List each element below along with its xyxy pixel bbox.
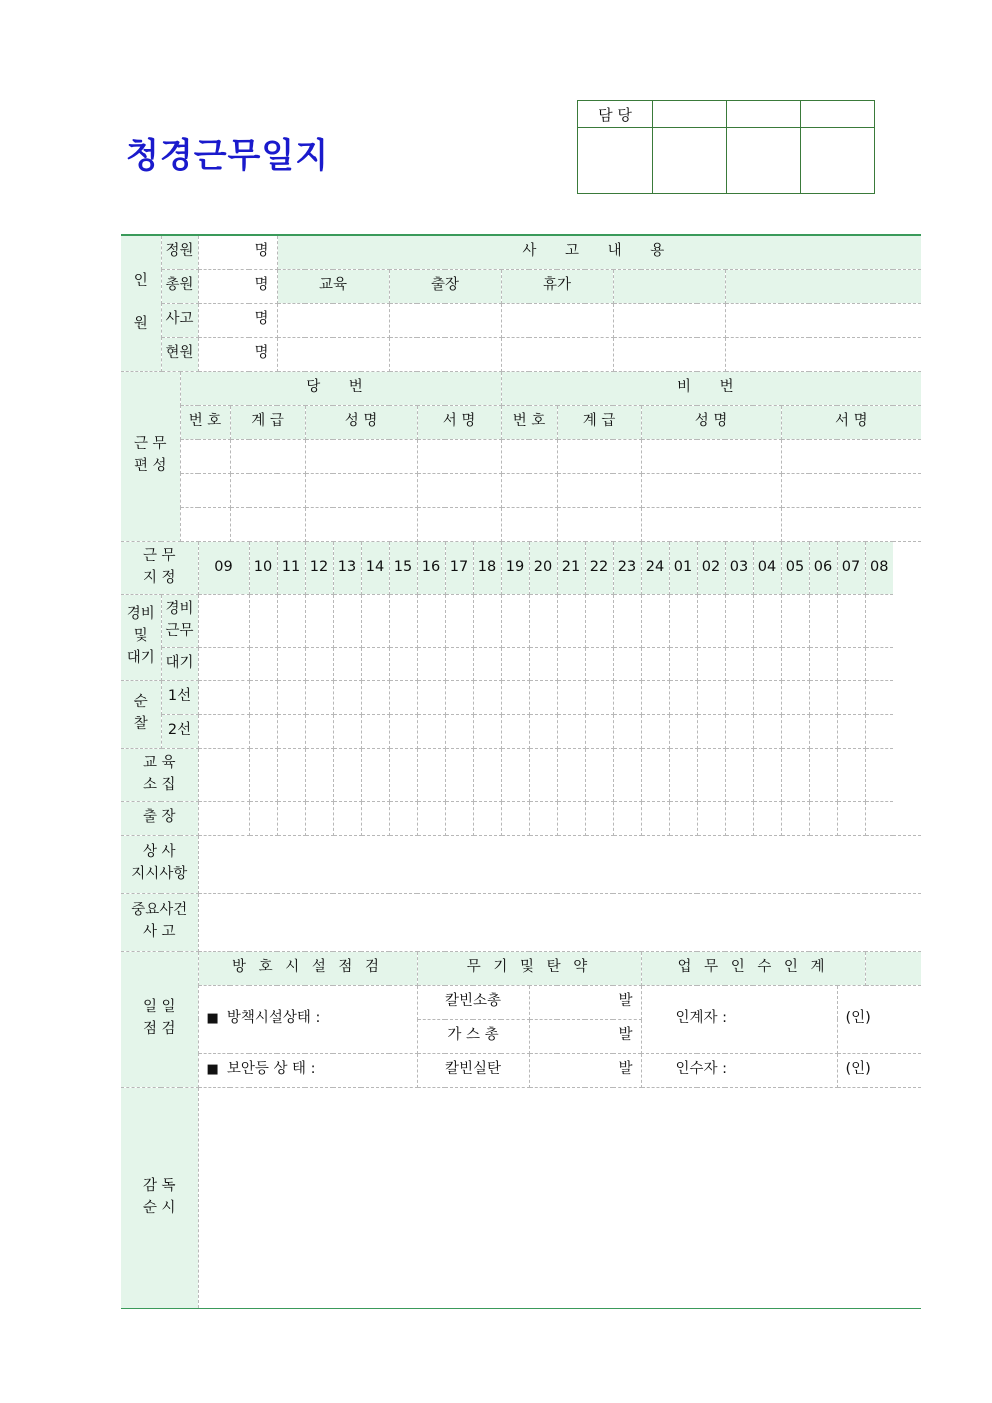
approval-label: 담 당 — [578, 101, 653, 128]
schedule-cell[interactable] — [417, 680, 445, 714]
personnel-label-text: 인 원 — [133, 272, 148, 333]
approval-header-cell — [727, 101, 801, 128]
roster-cell[interactable] — [781, 439, 921, 473]
schedule-cell[interactable] — [529, 647, 557, 680]
schedule-cell[interactable] — [641, 680, 669, 714]
schedule-cell[interactable] — [697, 748, 725, 801]
schedule-cell[interactable] — [501, 647, 529, 680]
roster-cell[interactable] — [641, 507, 781, 541]
schedule-cell[interactable] — [725, 594, 753, 647]
square-bullet-icon: ■ — [206, 1062, 219, 1078]
schedule-cell[interactable] — [641, 748, 669, 801]
guard-work-label-text: 경비 근무 — [165, 600, 194, 639]
schedule-cell[interactable] — [753, 714, 781, 748]
col-number: 번 호 — [501, 405, 557, 439]
schedule-cell[interactable] — [305, 714, 333, 748]
schedule-cell[interactable] — [865, 801, 893, 835]
incident-cell[interactable] — [389, 337, 501, 371]
schedule-cell[interactable] — [557, 748, 585, 801]
schedule-cell[interactable] — [837, 594, 865, 647]
standby-label: 대기 — [161, 647, 198, 680]
handover-giver[interactable] — [641, 985, 837, 1053]
schedule-cell[interactable] — [277, 647, 305, 680]
duty-roster-label-text: 근 무 편 성 — [133, 436, 167, 474]
incident-cell[interactable] — [277, 303, 389, 337]
col-sign: 서 명 — [417, 405, 501, 439]
trip-label: 출 장 — [121, 801, 198, 835]
roster-cell[interactable] — [417, 439, 501, 473]
facility-header-text: 방 호 시 설 점 검 — [231, 959, 384, 976]
schedule-cell[interactable] — [417, 714, 445, 748]
schedule-cell[interactable] — [445, 647, 473, 680]
schedule-cell[interactable] — [445, 714, 473, 748]
schedule-cell[interactable] — [501, 594, 529, 647]
roster-cell[interactable] — [417, 473, 501, 507]
off-duty-header — [501, 371, 921, 405]
incident-cell[interactable] — [501, 337, 613, 371]
handover-receiver-text: 인수자 : — [675, 1061, 728, 1078]
approval-header-cell — [801, 101, 875, 128]
roster-cell[interactable] — [417, 507, 501, 541]
hour-header: 03 — [725, 541, 753, 594]
roster-cell[interactable] — [180, 439, 230, 473]
schedule-cell[interactable] — [641, 801, 669, 835]
incident-cell[interactable] — [613, 303, 725, 337]
schedule-cell[interactable] — [753, 647, 781, 680]
approval-signature-cell[interactable] — [578, 128, 653, 194]
schedule-cell[interactable] — [198, 680, 249, 714]
hour-header: 19 — [501, 541, 529, 594]
handover-header-text: 업 무 인 수 인 계 — [677, 959, 829, 976]
schedule-cell[interactable] — [837, 680, 865, 714]
incident-header-text: 사 고 내 용 — [522, 243, 677, 260]
instructions-field[interactable] — [198, 835, 921, 893]
incident-cell[interactable] — [277, 337, 389, 371]
schedule-cell[interactable] — [445, 748, 473, 801]
approval-header-cell — [653, 101, 727, 128]
roster-cell[interactable] — [230, 439, 305, 473]
seal-text: (인) — [845, 1061, 871, 1078]
handover-header — [641, 951, 865, 985]
schedule-cell[interactable] — [725, 748, 753, 801]
duty-roster-label — [121, 371, 180, 541]
hour-header: 11 — [277, 541, 305, 594]
hour-header: 20 — [529, 541, 557, 594]
personnel-count-cell[interactable]: 명 — [198, 303, 277, 337]
schedule-cell[interactable] — [305, 748, 333, 801]
schedule-cell[interactable] — [473, 680, 501, 714]
schedule-cell[interactable] — [333, 801, 361, 835]
schedule-cell[interactable] — [669, 680, 697, 714]
schedule-cell[interactable] — [809, 801, 837, 835]
schedule-cell[interactable] — [305, 680, 333, 714]
roster-cell[interactable] — [501, 439, 557, 473]
weapon-name: 가 스 총 — [417, 1019, 529, 1053]
weapon-count[interactable]: 발 — [529, 985, 641, 1019]
approval-signature-cell[interactable] — [801, 128, 875, 194]
roster-cell[interactable] — [557, 473, 641, 507]
schedule-cell[interactable] — [305, 647, 333, 680]
supervision-field[interactable] — [198, 1087, 921, 1308]
schedule-cell[interactable] — [277, 714, 305, 748]
personnel-row-label: 정원 — [161, 235, 198, 269]
schedule-cell[interactable] — [389, 801, 417, 835]
schedule-cell[interactable] — [837, 714, 865, 748]
guard-standby-label — [121, 594, 161, 680]
incidents-field[interactable] — [198, 893, 921, 951]
incidents-label — [121, 893, 198, 951]
schedule-cell[interactable] — [585, 647, 613, 680]
col-number: 번 호 — [180, 405, 230, 439]
hour-header: 23 — [613, 541, 641, 594]
schedule-cell[interactable] — [361, 801, 389, 835]
roster-cell[interactable] — [180, 473, 230, 507]
schedule-cell[interactable] — [585, 801, 613, 835]
patrol-label — [121, 680, 161, 748]
personnel-count-cell[interactable]: 명 — [198, 337, 277, 371]
on-duty-header-text: 당 번 — [306, 379, 375, 396]
personnel-row-label: 총원 — [161, 269, 198, 303]
hour-header: 04 — [753, 541, 781, 594]
hour-header: 14 — [361, 541, 389, 594]
approval-signature-cell[interactable] — [727, 128, 801, 194]
hour-header: 12 — [305, 541, 333, 594]
facility-fence-status[interactable] — [198, 985, 417, 1053]
hour-header: 22 — [585, 541, 613, 594]
schedule-cell[interactable] — [473, 594, 501, 647]
incident-col-leave: 휴가 — [501, 269, 613, 303]
schedule-cell[interactable] — [529, 801, 557, 835]
roster-cell[interactable] — [501, 473, 557, 507]
schedule-cell[interactable] — [585, 748, 613, 801]
schedule-label — [121, 541, 198, 594]
on-duty-header — [180, 371, 501, 405]
training-label-text: 교 육 소 집 — [142, 754, 176, 793]
weapons-header — [417, 951, 641, 985]
schedule-cell[interactable] — [277, 801, 305, 835]
incident-col-trip: 출장 — [389, 269, 501, 303]
schedule-cell[interactable] — [417, 801, 445, 835]
col-rank: 계 급 — [557, 405, 641, 439]
schedule-cell[interactable] — [865, 714, 893, 748]
roster-cell[interactable] — [781, 473, 921, 507]
schedule-cell[interactable] — [361, 594, 389, 647]
schedule-cell[interactable] — [865, 680, 893, 714]
schedule-cell[interactable] — [361, 647, 389, 680]
schedule-cell[interactable] — [809, 714, 837, 748]
schedule-cell[interactable] — [725, 680, 753, 714]
handover-giver-text: 인계자 : — [675, 1010, 728, 1027]
schedule-cell[interactable] — [697, 680, 725, 714]
schedule-cell[interactable] — [277, 680, 305, 714]
schedule-cell[interactable] — [669, 647, 697, 680]
schedule-cell[interactable] — [389, 680, 417, 714]
handover-header-end — [865, 951, 921, 985]
handover-receiver-seal[interactable] — [837, 1053, 921, 1087]
roster-cell[interactable] — [230, 507, 305, 541]
approval-signature-cell[interactable] — [653, 128, 727, 194]
hour-header: 09 — [198, 541, 249, 594]
personnel-row-label: 사고 — [161, 303, 198, 337]
hour-header: 13 — [333, 541, 361, 594]
schedule-cell[interactable] — [277, 748, 305, 801]
schedule-cell[interactable] — [669, 594, 697, 647]
hour-header: 21 — [557, 541, 585, 594]
incidents-label-text: 중요사건 사 고 — [131, 902, 188, 940]
schedule-cell[interactable] — [501, 801, 529, 835]
schedule-cell[interactable] — [641, 594, 669, 647]
schedule-cell[interactable] — [529, 714, 557, 748]
hour-header: 17 — [445, 541, 473, 594]
schedule-cell[interactable] — [501, 748, 529, 801]
schedule-cell[interactable] — [361, 714, 389, 748]
patrol-label-text: 순 찰 — [133, 694, 148, 732]
schedule-cell[interactable] — [249, 748, 277, 801]
schedule-cell[interactable] — [725, 714, 753, 748]
schedule-cell[interactable] — [501, 714, 529, 748]
supervision-label — [121, 1087, 198, 1308]
schedule-cell[interactable] — [389, 647, 417, 680]
schedule-cell[interactable] — [585, 714, 613, 748]
personnel-count-cell[interactable]: 명 — [198, 235, 277, 269]
schedule-cell[interactable] — [781, 714, 809, 748]
schedule-cell[interactable] — [389, 594, 417, 647]
col-rank: 계 급 — [230, 405, 305, 439]
schedule-cell[interactable] — [613, 714, 641, 748]
schedule-cell[interactable] — [697, 801, 725, 835]
schedule-cell[interactable] — [781, 594, 809, 647]
schedule-cell[interactable] — [249, 594, 277, 647]
schedule-cell[interactable] — [557, 647, 585, 680]
patrol-1-label: 1선 — [161, 680, 198, 714]
handover-receiver[interactable] — [641, 1053, 837, 1087]
incident-col-education: 교육 — [277, 269, 389, 303]
schedule-cell[interactable] — [697, 647, 725, 680]
schedule-cell[interactable] — [697, 714, 725, 748]
schedule-cell[interactable] — [781, 801, 809, 835]
schedule-cell[interactable] — [333, 647, 361, 680]
schedule-cell[interactable] — [445, 680, 473, 714]
schedule-cell[interactable] — [389, 714, 417, 748]
schedule-cell[interactable] — [585, 594, 613, 647]
schedule-cell[interactable] — [198, 801, 249, 835]
personnel-label — [121, 235, 161, 371]
handover-giver-seal[interactable] — [837, 985, 921, 1053]
schedule-cell[interactable] — [809, 647, 837, 680]
schedule-cell[interactable] — [277, 594, 305, 647]
incident-cell[interactable] — [501, 303, 613, 337]
schedule-cell[interactable] — [865, 748, 893, 801]
schedule-cell[interactable] — [669, 748, 697, 801]
schedule-cell[interactable] — [725, 801, 753, 835]
incident-cell[interactable] — [389, 303, 501, 337]
schedule-cell[interactable] — [473, 647, 501, 680]
off-duty-header-text: 비 번 — [677, 379, 746, 396]
incident-col-blank — [613, 269, 725, 303]
schedule-cell[interactable] — [725, 647, 753, 680]
schedule-cell[interactable] — [585, 680, 613, 714]
schedule-cell[interactable] — [389, 748, 417, 801]
roster-cell[interactable] — [557, 439, 641, 473]
schedule-cell[interactable] — [417, 647, 445, 680]
schedule-cell[interactable] — [753, 748, 781, 801]
schedule-cell[interactable] — [557, 680, 585, 714]
schedule-cell[interactable] — [809, 748, 837, 801]
weapon-count[interactable]: 발 — [529, 1053, 641, 1087]
approval-box — [577, 100, 875, 194]
schedule-cell[interactable] — [529, 748, 557, 801]
schedule-label-text: 근 무 지 정 — [142, 547, 176, 586]
col-sign: 서 명 — [781, 405, 921, 439]
hour-header: 01 — [669, 541, 697, 594]
instructions-label — [121, 835, 198, 893]
roster-cell[interactable] — [305, 439, 417, 473]
schedule-cell[interactable] — [473, 748, 501, 801]
incident-col-blank — [725, 269, 921, 303]
facility-header — [198, 951, 417, 985]
schedule-cell[interactable] — [557, 714, 585, 748]
schedule-cell[interactable] — [333, 748, 361, 801]
facility-fence-text: 방책시설상태 : — [226, 1010, 321, 1027]
schedule-cell[interactable] — [305, 594, 333, 647]
incident-header — [277, 235, 921, 269]
facility-light-status[interactable] — [198, 1053, 417, 1087]
schedule-cell[interactable] — [781, 680, 809, 714]
col-name: 성 명 — [641, 405, 781, 439]
roster-cell[interactable] — [305, 473, 417, 507]
schedule-cell[interactable] — [417, 748, 445, 801]
schedule-cell[interactable] — [697, 594, 725, 647]
schedule-cell[interactable] — [249, 647, 277, 680]
col-name: 성 명 — [305, 405, 417, 439]
roster-cell[interactable] — [305, 507, 417, 541]
schedule-cell[interactable] — [333, 594, 361, 647]
hour-header: 15 — [389, 541, 417, 594]
schedule-cell[interactable] — [557, 801, 585, 835]
weapon-count[interactable]: 발 — [529, 1019, 641, 1053]
duty-log-table — [121, 234, 921, 1309]
hour-header: 07 — [837, 541, 865, 594]
hour-header: 05 — [781, 541, 809, 594]
daily-check-label — [121, 951, 198, 1087]
schedule-cell[interactable] — [417, 594, 445, 647]
roster-cell[interactable] — [501, 507, 557, 541]
schedule-cell[interactable] — [305, 801, 333, 835]
schedule-cell[interactable] — [753, 594, 781, 647]
schedule-cell[interactable] — [557, 594, 585, 647]
schedule-cell[interactable] — [445, 594, 473, 647]
incident-cell[interactable] — [725, 303, 921, 337]
guard-standby-label-text: 경비 및 대기 — [126, 606, 155, 666]
schedule-cell[interactable] — [809, 680, 837, 714]
schedule-cell[interactable] — [753, 680, 781, 714]
roster-cell[interactable] — [781, 507, 921, 541]
schedule-cell[interactable] — [249, 801, 277, 835]
incident-cell[interactable] — [613, 337, 725, 371]
schedule-cell[interactable] — [249, 714, 277, 748]
schedule-cell[interactable] — [753, 801, 781, 835]
facility-light-text: 보안등 상 태 : — [226, 1061, 316, 1078]
schedule-cell[interactable] — [473, 714, 501, 748]
training-label — [121, 748, 198, 801]
weapon-name: 칼빈실탄 — [417, 1053, 529, 1087]
schedule-cell[interactable] — [501, 680, 529, 714]
schedule-cell[interactable] — [837, 647, 865, 680]
hour-header: 06 — [809, 541, 837, 594]
schedule-cell[interactable] — [781, 647, 809, 680]
schedule-cell[interactable] — [198, 647, 249, 680]
weapon-name: 칼빈소총 — [417, 985, 529, 1019]
roster-cell[interactable] — [641, 473, 781, 507]
personnel-row-label: 현원 — [161, 337, 198, 371]
schedule-cell[interactable] — [781, 748, 809, 801]
schedule-cell[interactable] — [613, 647, 641, 680]
schedule-cell[interactable] — [669, 714, 697, 748]
schedule-cell[interactable] — [445, 801, 473, 835]
schedule-cell[interactable] — [837, 748, 865, 801]
schedule-cell[interactable] — [333, 680, 361, 714]
schedule-cell[interactable] — [361, 748, 389, 801]
hour-header: 24 — [641, 541, 669, 594]
schedule-cell[interactable] — [473, 801, 501, 835]
schedule-cell[interactable] — [809, 594, 837, 647]
schedule-cell[interactable] — [865, 594, 893, 647]
hour-header: 18 — [473, 541, 501, 594]
hour-header: 16 — [417, 541, 445, 594]
patrol-2-label: 2선 — [161, 714, 198, 748]
supervision-label-text: 감 독 순 시 — [142, 1177, 176, 1216]
instructions-label-text: 상 사 지시사항 — [131, 844, 188, 882]
hour-header: 02 — [697, 541, 725, 594]
schedule-cell[interactable] — [641, 714, 669, 748]
schedule-cell[interactable] — [613, 594, 641, 647]
daily-check-label-text: 일 일 점 검 — [142, 999, 176, 1037]
weapons-header-text: 무 기 및 탄 약 — [466, 959, 592, 976]
page-title: 청경근무일지 — [126, 136, 330, 176]
schedule-cell[interactable] — [837, 801, 865, 835]
square-bullet-icon: ■ — [206, 1011, 219, 1027]
schedule-cell[interactable] — [198, 748, 249, 801]
schedule-cell[interactable] — [613, 801, 641, 835]
schedule-cell[interactable] — [641, 647, 669, 680]
seal-text: (인) — [845, 1010, 871, 1027]
personnel-count-cell[interactable]: 명 — [198, 269, 277, 303]
schedule-cell[interactable] — [198, 594, 249, 647]
roster-cell[interactable] — [641, 439, 781, 473]
roster-cell[interactable] — [557, 507, 641, 541]
schedule-cell[interactable] — [529, 594, 557, 647]
schedule-cell[interactable] — [333, 714, 361, 748]
hour-header: 08 — [865, 541, 893, 594]
schedule-cell[interactable] — [361, 680, 389, 714]
schedule-cell[interactable] — [249, 680, 277, 714]
schedule-cell[interactable] — [613, 748, 641, 801]
schedule-cell[interactable] — [613, 680, 641, 714]
roster-cell[interactable] — [180, 507, 230, 541]
incident-cell[interactable] — [725, 337, 921, 371]
schedule-cell[interactable] — [865, 647, 893, 680]
schedule-cell[interactable] — [198, 714, 249, 748]
schedule-cell[interactable] — [529, 680, 557, 714]
guard-work-label — [161, 594, 198, 647]
schedule-cell[interactable] — [669, 801, 697, 835]
roster-cell[interactable] — [230, 473, 305, 507]
hour-header: 10 — [249, 541, 277, 594]
